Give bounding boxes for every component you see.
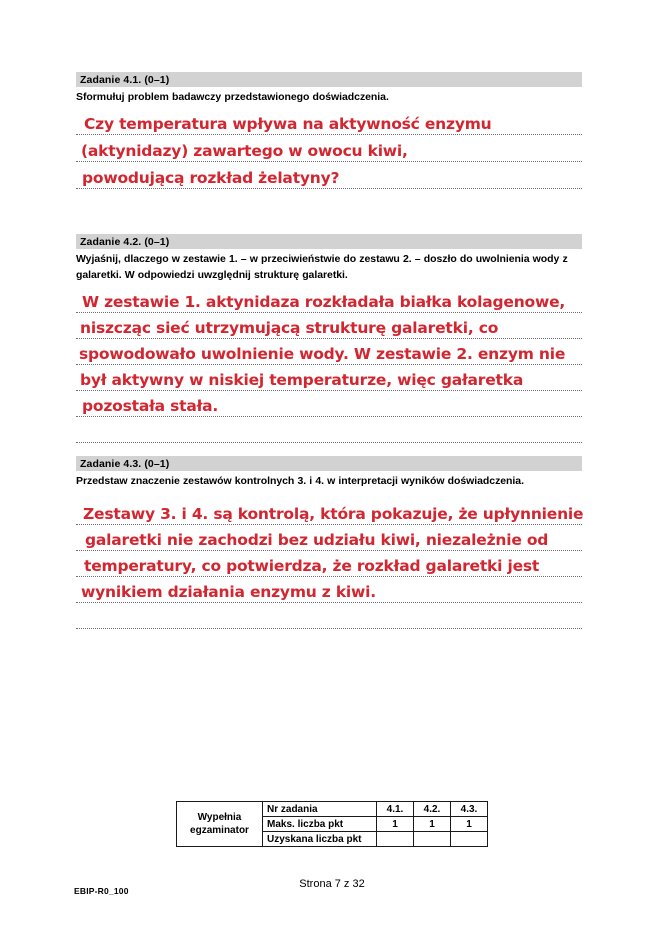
awarded-points-4-1[interactable] xyxy=(377,832,414,847)
handwritten-answer-line: W zestawie 1. aktynidaza rozkładała białka kolagenowe, xyxy=(82,293,566,311)
answer-rule xyxy=(76,602,582,603)
answer-rule xyxy=(76,390,582,391)
examiner-label-line2: egzaminator xyxy=(190,825,249,836)
task-number-4-3: 4.3. xyxy=(451,802,488,817)
task-header-4-3: Zadanie 4.3. (0–1) xyxy=(76,456,582,471)
footer-document-code: EBIP-R0_100 xyxy=(74,886,129,896)
task-header-4-1: Zadanie 4.1. (0–1) xyxy=(76,72,582,87)
awarded-points-4-3[interactable] xyxy=(451,832,488,847)
answer-rule xyxy=(76,134,582,135)
answer-area-4-2[interactable] xyxy=(76,286,582,446)
awarded-points-4-2[interactable] xyxy=(414,832,451,847)
task-number-4-1: 4.1. xyxy=(377,802,414,817)
task-instruction-4-2: Wyjaśnij, dlaczego w zestawie 1. – w przeciwieństwie do zestawu 2. – doszło do uwolnienia wody z galaretki. W odpowiedzi uwzględnij strukturę galaretki. xyxy=(76,253,568,281)
task-block-4-1 xyxy=(76,72,582,187)
max-points-4-2: 1 xyxy=(414,817,451,832)
answer-rule xyxy=(76,188,582,189)
examiner-label-line1: Wypełnia xyxy=(197,812,242,823)
row-header-max-points: Maks. liczba pkt xyxy=(263,817,377,832)
handwritten-answer-line: temperatury, co potwierdza, że rozkład galaretki jest xyxy=(84,556,540,575)
task-header-4-2: Zadanie 4.2. (0–1) xyxy=(76,234,582,249)
row-header-awarded-points: Uzyskana liczba pkt xyxy=(263,832,377,847)
task-number-4-2: 4.2. xyxy=(414,802,451,817)
row-header-task-number: Nr zadania xyxy=(263,802,377,817)
task-instruction-4-3: Przedstaw znaczenie zestawów kontrolnych 3. i 4. w interpretacji wyników doświadczenia. xyxy=(76,475,524,487)
task-block-4-2 xyxy=(76,234,582,446)
handwritten-answer-line: był aktywny w niskiej temperaturze, więc gałaretka xyxy=(80,371,524,389)
answer-rule xyxy=(76,628,582,629)
answer-area-4-1[interactable] xyxy=(76,109,582,187)
answer-rule xyxy=(76,312,582,313)
handwritten-answer-line: wynikiem działania enzymu z kiwi. xyxy=(81,582,376,601)
answer-rule xyxy=(76,442,582,443)
answer-rule xyxy=(76,524,582,525)
handwritten-answer-line: Zestawy 3. i 4. są kontrolą, która pokazuje, że upłynnienie xyxy=(83,504,584,523)
task-block-4-3 xyxy=(76,456,582,633)
handwritten-answer-line: (aktynidazy) zawartego w owocu kiwi, xyxy=(81,141,408,160)
handwritten-answer-line: pozostała stała. xyxy=(82,397,219,415)
table-row xyxy=(177,802,488,817)
answer-rule xyxy=(76,550,582,551)
max-points-4-3: 1 xyxy=(451,817,488,832)
footer-page-number: Strona 7 z 32 xyxy=(299,878,365,890)
handwritten-answer-line: galaretki nie zachodzi bez udziału kiwi, niezależnie od xyxy=(85,530,549,549)
answer-rule xyxy=(76,161,582,162)
answer-rule xyxy=(76,416,582,417)
answer-rule xyxy=(76,338,582,339)
handwritten-answer-line: Czy temperatura wpływa na aktywność enzymu xyxy=(84,114,492,133)
examiner-score-table xyxy=(176,801,488,847)
answer-area-4-3[interactable] xyxy=(76,493,582,633)
handwritten-answer-line: spowodowało uwolnienie wody. W zestawie 2. enzym nie xyxy=(79,345,566,363)
answer-rule xyxy=(76,576,582,577)
answer-rule xyxy=(76,364,582,365)
examiner-label-cell xyxy=(177,802,263,847)
handwritten-answer-line: powodującą rozkład żelatyny? xyxy=(82,168,340,187)
max-points-4-1: 1 xyxy=(377,817,414,832)
task-instruction-4-1: Sformułuj problem badawczy przedstawionego doświadczenia. xyxy=(76,91,389,103)
handwritten-answer-line: niszcząc sieć utrzymującą strukturę galaretki, co xyxy=(80,319,499,337)
